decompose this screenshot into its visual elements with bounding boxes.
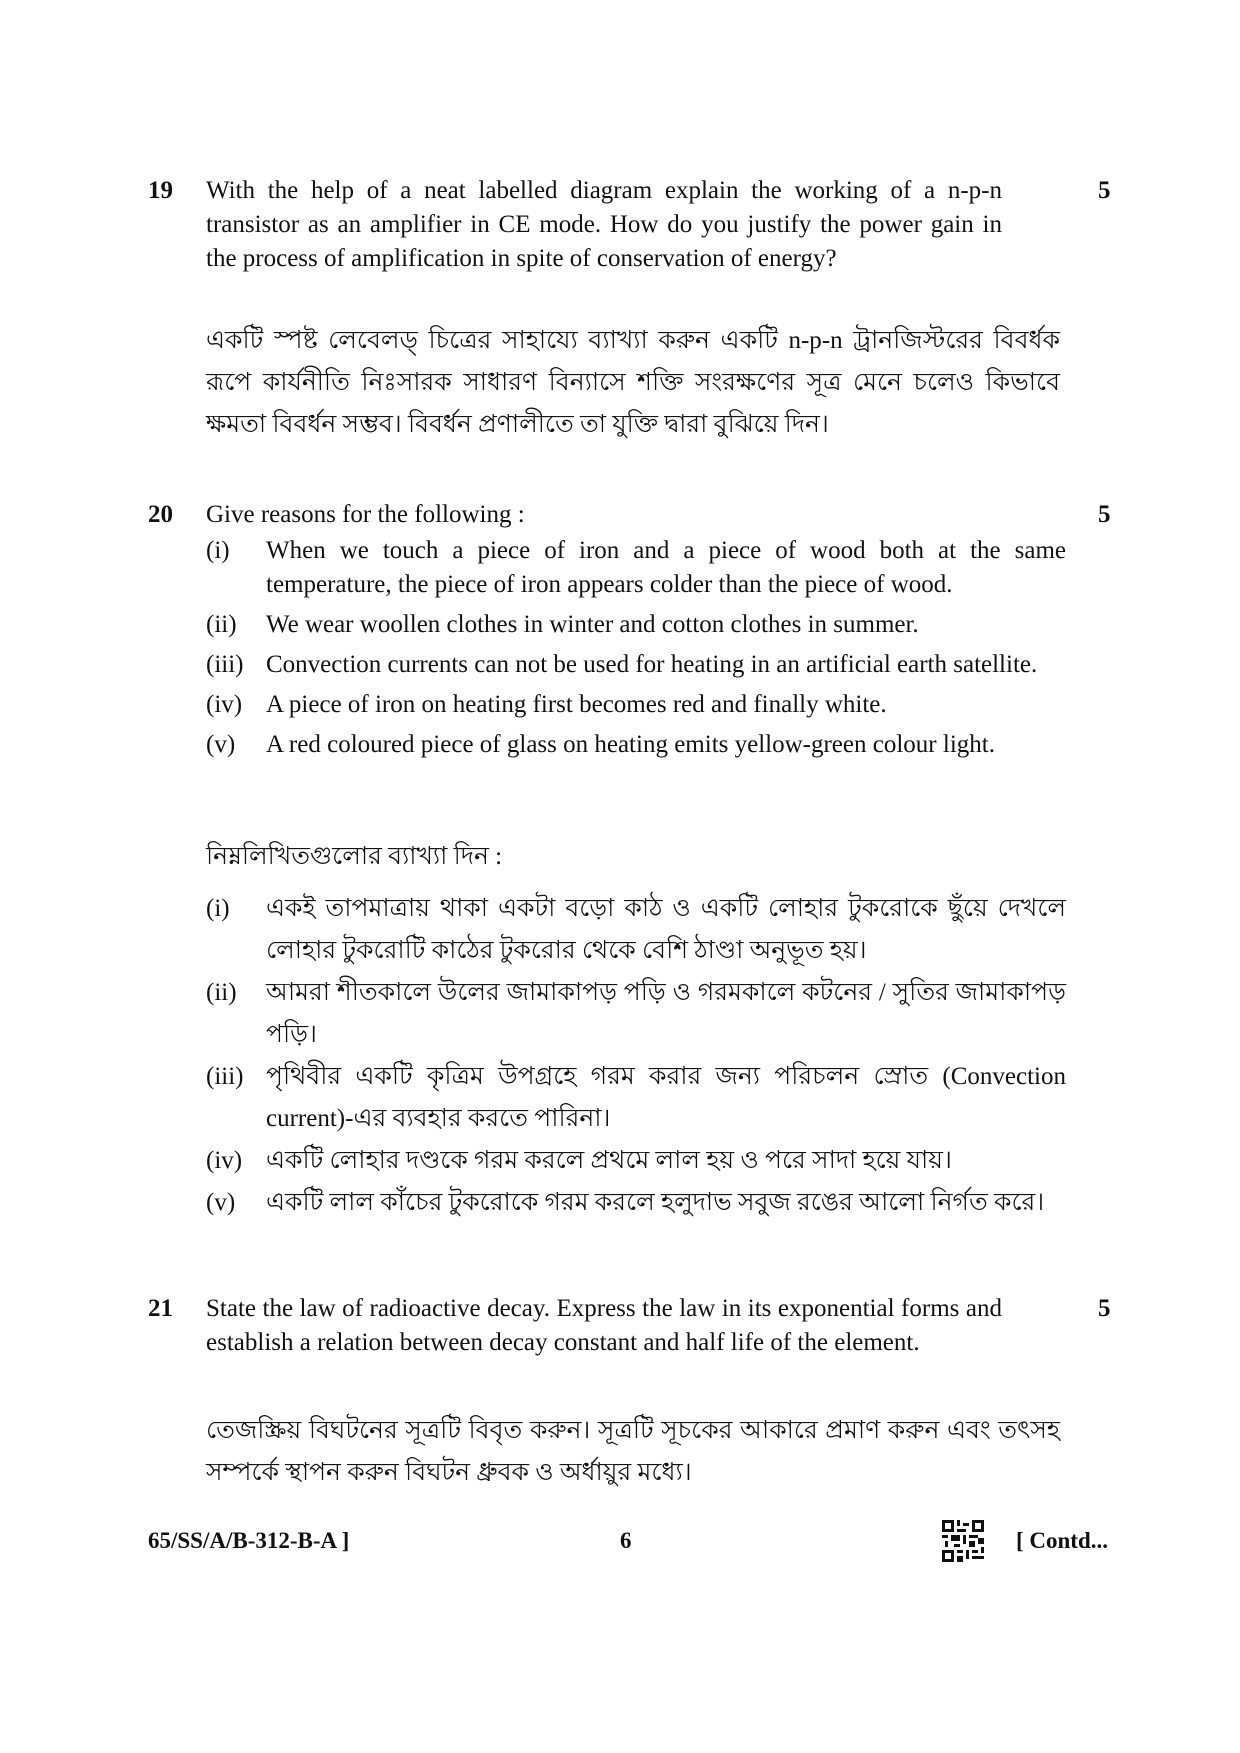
item-text: We wear woollen clothes in winter and cotton clothes in summer.	[266, 611, 919, 638]
item-text: When we touch a piece of iron and a piece of wood both at the same temperature, the piece of iron appears colder than the piece of wood.	[266, 537, 1066, 598]
question-marks: 5	[1098, 177, 1111, 204]
question-number: 20	[148, 501, 173, 528]
question-marks: 5	[1098, 501, 1111, 528]
list-item	[206, 1140, 1066, 1182]
item-label: (v)	[206, 1189, 236, 1216]
list-item	[206, 972, 1066, 1056]
qr-code-icon	[942, 1520, 984, 1562]
item-text: A piece of iron on heating first becomes red and finally white.	[266, 691, 887, 718]
list-item	[206, 688, 1066, 722]
list-item	[206, 608, 1066, 642]
list-item	[206, 648, 1066, 682]
item-label: (iii)	[206, 651, 244, 678]
list-item	[206, 1056, 1066, 1140]
question-text-bengali: তেজস্ক্রিয় বিঘটনের সূত্রটি বিবৃত করুন। সূত্রটি সূচকের আকারে প্রমাণ করুন এবং তৎসহ সম্পর্কে স্থাপন করুন বিঘটন ধ্রুবক ও অর্ধায়ুর মধ্যে।	[206, 1417, 1060, 1486]
item-label: (iii)	[206, 1063, 244, 1090]
question-text-english: With the help of a neat labelled diagram explain the working of a n-p-n transistor as an amplifier in CE mode. How do you justify the power gain in the process of amplification in spite of conservation of energy?	[206, 177, 1002, 272]
english-subitems	[206, 534, 1066, 768]
bengali-subitems	[206, 888, 1066, 1224]
question-text-english: State the law of radioactive decay. Express the law in its exponential forms and establish a relation between decay constant and half life of the element.	[206, 1295, 1002, 1356]
list-item	[206, 888, 1066, 972]
item-label: (i)	[206, 895, 230, 922]
page-number: 6	[620, 1528, 632, 1553]
item-label: (i)	[206, 537, 230, 564]
page-footer	[0, 1520, 1240, 1570]
list-item	[206, 1182, 1066, 1224]
item-text: একই তাপমাত্রায় থাকা একটা বড়ো কাঠ ও একটি লোহার টুকরোকে ছুঁয়ে দেখলে লোহার টুকরোটি কাঠের টুকরোর থেকে বেশি ঠাণ্ডা অনুভূত হয়।	[266, 895, 1066, 964]
continued-label: [ Contd...	[1016, 1528, 1109, 1553]
item-text: Convection currents can not be used for heating in an artificial earth satellite.	[266, 651, 1038, 678]
list-item	[206, 728, 1066, 762]
item-label: (v)	[206, 731, 236, 758]
paper-code: 65/SS/A/B-312-B-A ]	[148, 1528, 350, 1553]
list-item	[206, 534, 1066, 602]
item-text: একটি লাল কাঁচের টুকরোকে গরম করলে হলুদাভ সবুজ রঙের আলো নির্গত করে।	[266, 1189, 1045, 1216]
question-number: 21	[148, 1295, 173, 1322]
item-text: পৃথিবীর একটি কৃত্রিম উপগ্রহে গরম করার জন্য পরিচলন স্রোত (Convection current)-এর ব্যবহার করতে পারিনা।	[266, 1063, 1066, 1132]
item-label: (iv)	[206, 691, 243, 718]
item-text: আমরা শীতকালে উলের জামাকাপড় পড়ি ও গরমকালে কটনের / সুতির জামাকাপড় পড়ি।	[266, 979, 1066, 1048]
question-number: 19	[148, 177, 173, 204]
item-label: (iv)	[206, 1147, 243, 1174]
item-label: (ii)	[206, 979, 237, 1006]
question-text-english: Give reasons for the following :	[206, 501, 525, 528]
question-text-bengali: একটি স্পষ্ট লেবেলড্ চিত্রের সাহায্যে ব্যাখ্যা করুন একটি n-p-n ট্রানজিস্টরের বিবর্ধক রূপে কার্যনীতি নিঃসারক সাধারণ বিন্যাসে শক্তি সংরক্ষণের সূত্র মেনে চলেও কিভাবে ক্ষমতা বিবর্ধন সম্ভব। বিবর্ধন প্রণালীতে তা যুক্তি দ্বারা বুঝিয়ে দিন।	[206, 327, 1060, 438]
bengali-heading: নিম্নলিখিতগুলোর ব্যাখ্যা দিন :	[206, 843, 503, 870]
question-marks: 5	[1098, 1295, 1111, 1322]
item-text: A red coloured piece of glass on heating emits yellow-green colour light.	[266, 731, 995, 758]
item-text: একটি লোহার দণ্ডকে গরম করলে প্রথমে লাল হয় ও পরে সাদা হয়ে যায়।	[266, 1147, 952, 1174]
item-label: (ii)	[206, 611, 237, 638]
